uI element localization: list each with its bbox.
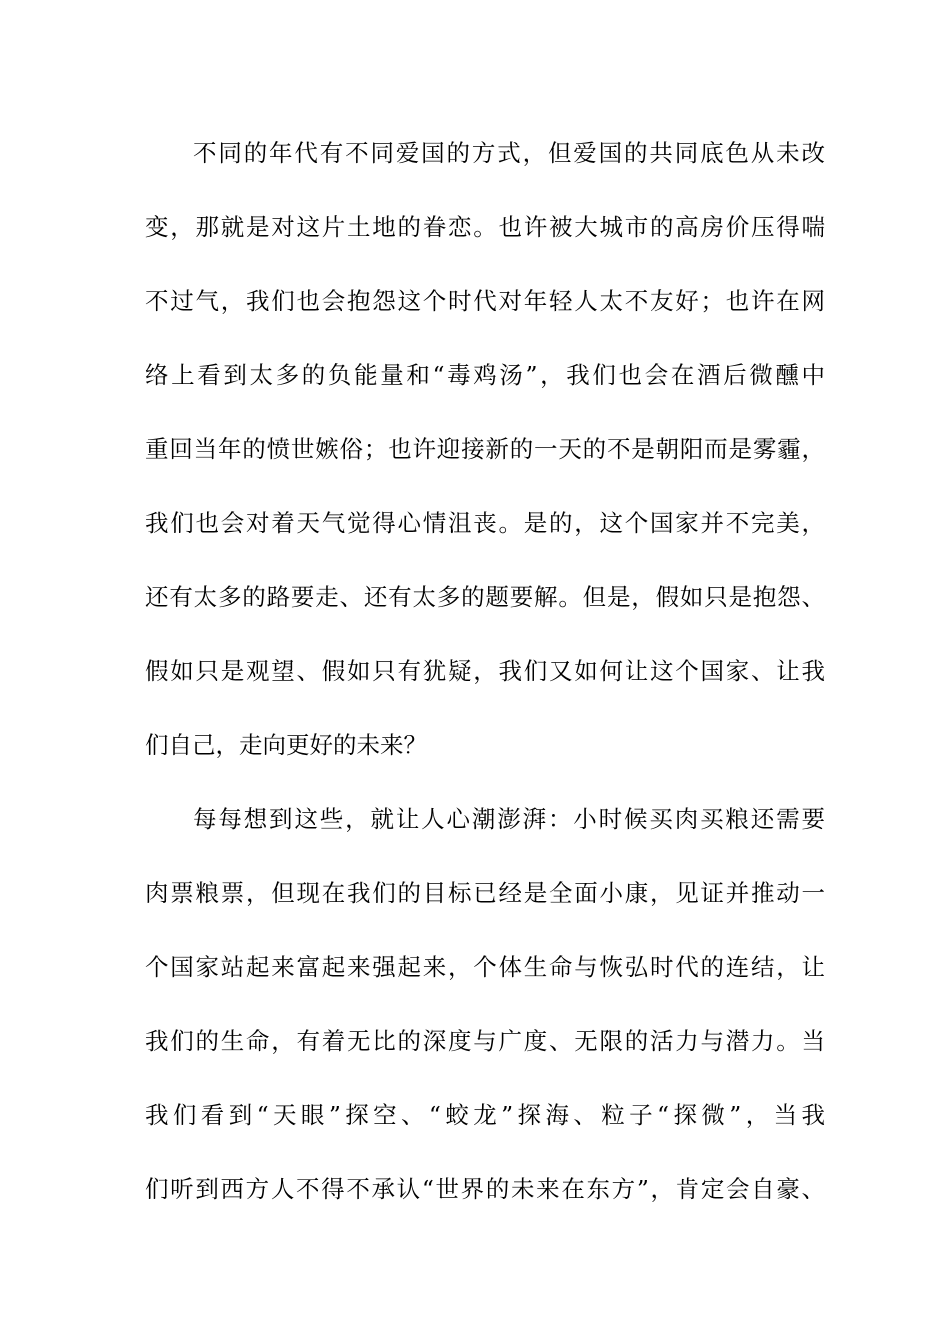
paragraph-2-line-6: 们听到西方人不得不承认“世界的未来在东方”，肯定会自豪、 <box>145 1175 825 1203</box>
paragraph-1-line-6: 我们也会对着天气觉得心情沮丧。是的，这个国家并不完美， <box>145 509 825 537</box>
paragraph-2-line-3: 个国家站起来富起来强起来，个体生命与恢弘时代的连结，让 <box>145 953 825 981</box>
paragraph-2-line-1: 每每想到这些，就让人心潮澎湃：小时候买肉买粮还需要 <box>193 805 825 833</box>
paragraph-1-line-3: 不过气，我们也会抱怨这个时代对年轻人太不友好；也许在网 <box>145 287 825 315</box>
paragraph-1-line-2: 变，那就是对这片土地的眷恋。也许被大城市的高房价压得喘 <box>145 213 825 241</box>
paragraph-1-line-5: 重回当年的愤世嫉俗；也许迎接新的一天的不是朝阳而是雾霾， <box>145 435 825 463</box>
paragraph-2-line-4: 我们的生命，有着无比的深度与广度、无限的活力与潜力。当 <box>145 1027 825 1055</box>
paragraph-1-line-7: 还有太多的路要走、还有太多的题要解。但是，假如只是抱怨、 <box>145 583 825 611</box>
paragraph-2-line-2: 肉票粮票，但现在我们的目标已经是全面小康，见证并推动一 <box>145 879 825 907</box>
paragraph-1-line-4: 络上看到太多的负能量和“毒鸡汤”，我们也会在酒后微醺中 <box>145 361 825 389</box>
paragraph-1-line-9: 们自己，走向更好的未来？ <box>145 731 427 759</box>
paragraph-1-line-1: 不同的年代有不同爱国的方式，但爱国的共同底色从未改 <box>193 139 825 167</box>
paragraph-1-line-8: 假如只是观望、假如只有犹疑，我们又如何让这个国家、让我 <box>145 657 825 685</box>
paragraph-2-line-5: 我们看到“天眼”探空、“蛟龙”探海、粒子“探微”，当我 <box>145 1101 825 1129</box>
